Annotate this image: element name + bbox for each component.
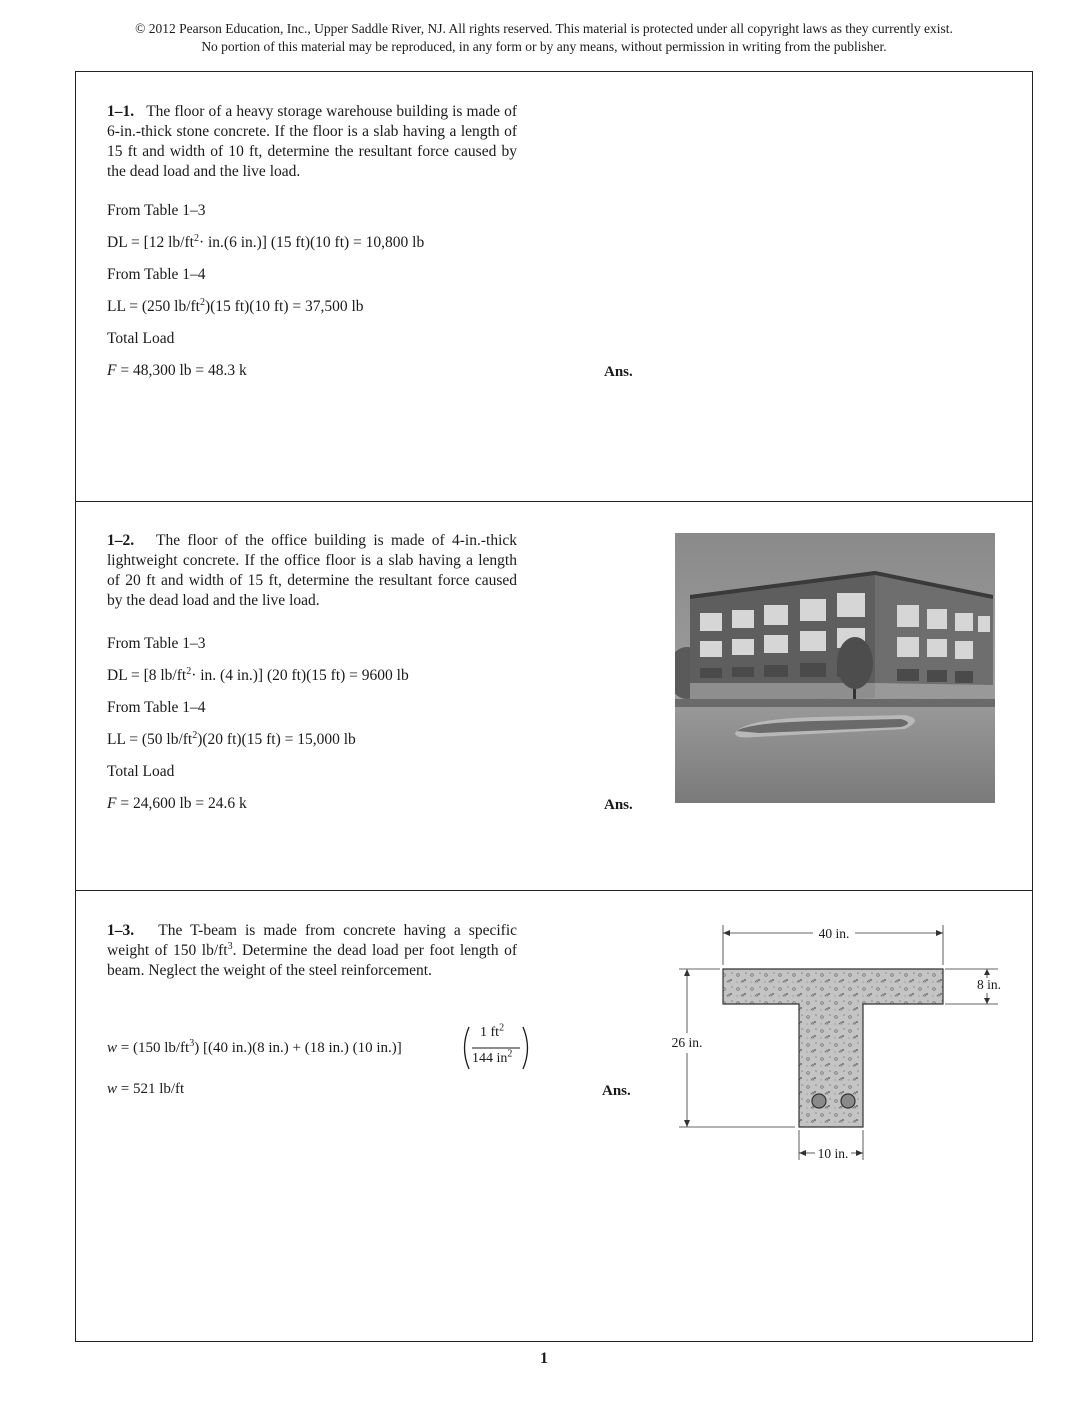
answer-marker: Ans. — [602, 1083, 631, 1099]
live-load-equation: LL = (50 $lb/ft^2)(20$ ft)(15 ft) = 15,000 lb — [107, 729, 356, 748]
problem-number: 1–3. — [107, 922, 135, 939]
divider-2 — [76, 890, 1032, 891]
problem-text: The floor of a heavy storage warehouse building is made of 6-in.-thick stone concrete. If the floor is a slab having a length of 15 ft and width of 10 ft, determine the resultant force caused by the dead load and the live load. — [107, 103, 517, 180]
problem-text: The floor of the office building is made of 4-in.-thick lightweight concrete. If the office floor is a slab having a length of 20 ft and width of 15 ft, determine the resultant force caused by the dead load and the live load. — [107, 532, 518, 609]
office-building-photo — [675, 533, 995, 803]
dim-flange-depth: 8 in. — [976, 977, 1002, 992]
page-number: 1 — [540, 1350, 548, 1367]
fraction-denominator: 144 $in^2$ — [472, 1048, 513, 1066]
problem-1-1-statement — [107, 102, 517, 182]
resultant-force: F = 48,300 lb = 48.3 k — [107, 362, 247, 379]
fraction-numerator: 1 $ft^2$ — [480, 1022, 505, 1040]
problem-number: 1–2. — [107, 532, 135, 549]
dead-load-equation: DL = [12 $lb/ft^2\cdot in.(6$ in.)] (15 ft)(10 ft) = 10,800 lb — [107, 232, 425, 251]
dead-load-equation: DL = [8 $lb/ft^2\cdot$ in. (4 in.)] (20 ft)(15 ft) = 9600 lb — [107, 665, 409, 684]
total-load-label: Total Load — [107, 763, 175, 780]
answer-marker: Ans. — [604, 797, 633, 813]
table-reference: From Table 1–3 — [107, 202, 206, 219]
copyright-line-1: © 2012 Pearson Education, Inc., Upper Saddle River, NJ. All rights reserved. This material is protected under all copyright laws as they currently exist. — [135, 21, 953, 36]
live-load-equation: LL = (250 $lb/ft^2)(15$ ft)(10 ft) = 37,500 lb — [107, 296, 364, 315]
resultant-force: F = 24,600 lb = 24.6 k — [107, 795, 247, 812]
problem-number: 1–1. — [107, 103, 135, 120]
dim-web-width: 10 in. — [817, 1146, 849, 1161]
copyright-line-2: No portion of this material may be reproduced, in any form or by any means, without permission in writing from the publisher. — [201, 39, 887, 54]
problem-1-2-statement — [107, 531, 517, 611]
dim-total-depth: 26 in. — [671, 1035, 703, 1050]
answer-marker: Ans. — [604, 364, 633, 380]
dead-load-result: w = 521 lb/ft — [107, 1081, 185, 1097]
table-reference: From Table 1–3 — [107, 635, 206, 652]
table-reference: From Table 1–4 — [107, 266, 206, 283]
problem-1-3-statement — [107, 921, 517, 981]
dead-load-equation: w = (150 $lb/ft^3$) [(40 in.)(8 in.) + (18 in.) (10 in.)] — [107, 1038, 402, 1056]
dim-top-width: 40 in. — [818, 926, 850, 941]
table-reference: From Table 1–4 — [107, 699, 206, 716]
divider-1 — [76, 501, 1032, 502]
t-beam-cross-section-diagram — [665, 915, 1045, 1165]
problem-text: The T-beam is made from concrete having a specific weight of 150 $lb/ft^3$. Determine the dead load per foot length of beam. Neglect the weight of the steel reinforcement. — [107, 922, 518, 979]
copyright-header — [0, 20, 1088, 56]
total-load-label: Total Load — [107, 330, 175, 347]
